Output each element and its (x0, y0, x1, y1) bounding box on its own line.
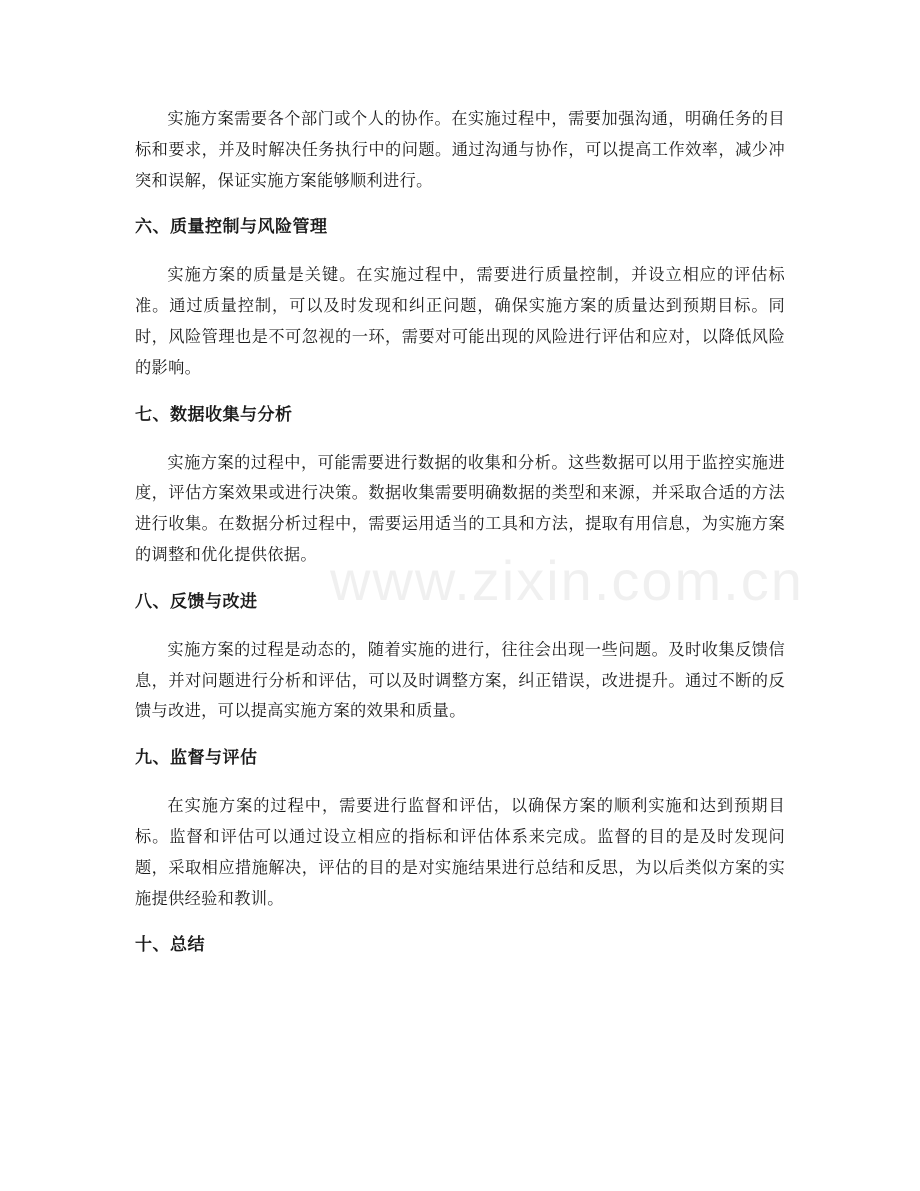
document-content (135, 104, 785, 959)
heading-data-analysis: 七、数据收集与分析 (135, 404, 293, 425)
paragraph-feedback: 实施方案的过程是动态的，随着实施的进行，往往会出现一些问题。及时收集反馈信息，并对问题进行分析和评估，可以及时调整方案，纠正错误，改进提升。通过不断的反馈与改进，可以提高实施方案的效果和质量。 (135, 639, 785, 721)
paragraph-data-analysis: 实施方案的过程中，可能需要进行数据的收集和分析。这些数据可以用于监控实施进度，评估方案效果或进行决策。数据收集需要明确数据的类型和来源，并采取合适的方法进行收集。在数据分析过程中，需要运用适当的工具和方法，提取有用信息，为实施方案的调整和优化提供依据。 (135, 452, 785, 564)
heading-summary: 十、总结 (135, 935, 205, 956)
paragraph-supervision: 在实施方案的过程中，需要进行监督和评估，以确保方案的顺利实施和达到预期目标。监督和评估可以通过设立相应的指标和评估体系来完成。监督的目的是及时发现问题，采取相应措施解决，评估的目的是对实施结果进行总结和反思，为以后类似方案的实施提供经验和教训。 (135, 796, 785, 908)
watermark: www.zixin.com.cn (330, 549, 804, 612)
paragraph-quality-risk: 实施方案的质量是关键。在实施过程中，需要进行质量控制，并设立相应的评估标准。通过质量控制，可以及时发现和纠正问题，确保实施方案的质量达到预期目标。同时，风险管理也是不可忽视的一环，需要对可能出现的风险进行评估和应对，以降低风险的影响。 (135, 265, 785, 377)
heading-supervision: 九、监督与评估 (135, 748, 258, 769)
heading-quality-risk: 六、质量控制与风险管理 (135, 217, 328, 238)
heading-feedback: 八、反馈与改进 (135, 591, 258, 612)
paragraph-collaboration: 实施方案需要各个部门或个人的协作。在实施过程中，需要加强沟通，明确任务的目标和要求，并及时解决任务执行中的问题。通过沟通与协作，可以提高工作效率，减少冲突和误解，保证实施方案能够顺利进行。 (135, 109, 785, 190)
